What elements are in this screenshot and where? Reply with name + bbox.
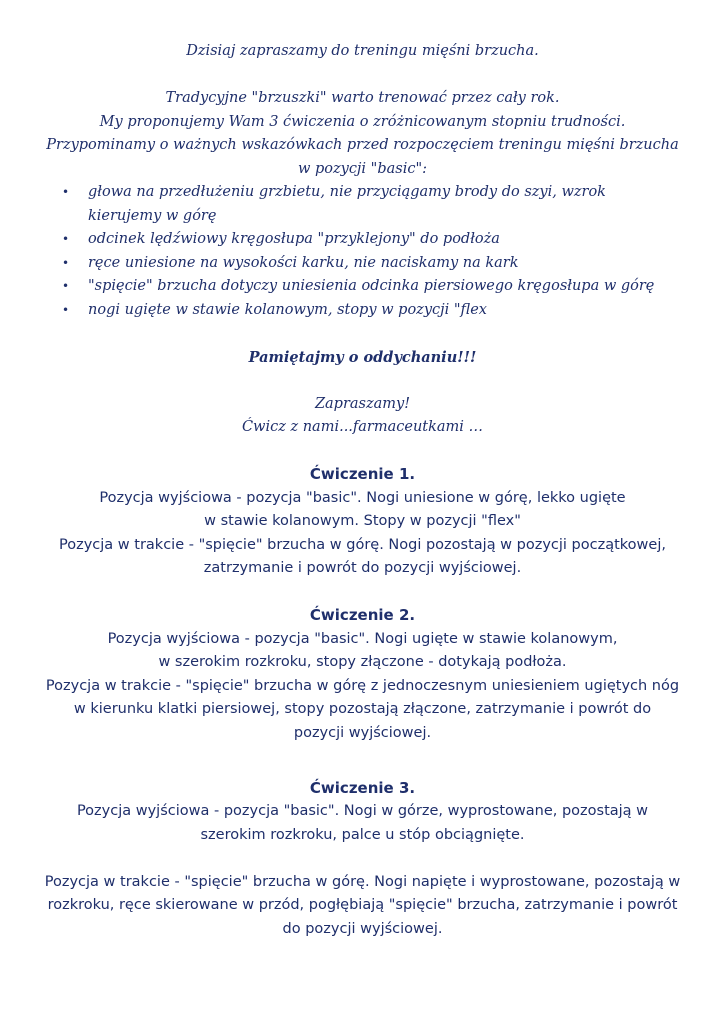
list-item xyxy=(44,275,681,299)
exercise-line: Pozycja w trakcie - "spięcie" brzucha w górę. Nogi pozostają w pozycji początkowej, xyxy=(59,536,666,553)
exercise-line: w kierunku klatki piersiowej, stopy pozostają złączone, zatrzymanie i powrót do xyxy=(73,701,652,717)
spacer xyxy=(44,64,681,88)
exercise-line: w stawie kolanowym. Stopy w pozycji "flex" xyxy=(204,513,521,529)
exercise-title: Ćwiczenie 2. xyxy=(309,606,416,624)
exercise-line: zatrzymanie i powrót do pozycji wyjściowej. xyxy=(203,560,522,576)
bullet-icon: • xyxy=(62,302,70,317)
tip-text: "spięcie" brzucha dotyczy uniesienia odcinka piersiowego kręgosłupa w górę xyxy=(88,278,655,294)
exercise-line: w szerokim rozkroku, stopy złączone - dotykają podłoża. xyxy=(158,654,567,670)
intro-line-3: My proponujemy Wam 3 ćwiczenia o zróżnicowanym stopniu trudności. Przypominamy o ważnych wskazówkach przed rozpoczęciem treningu mięśni brzucha w pozycji "basic": xyxy=(46,113,679,177)
exercise-line: Pozycja w trakcie - "spięcie" brzucha w górę z jednoczesnym uniesieniem ugiętych nóg xyxy=(45,677,680,694)
exercise-line: Pozycja w trakcie - "spięcie" brzucha w górę. Nogi napięte i wyprostowane, pozostają w xyxy=(44,873,681,890)
tips-list xyxy=(44,181,681,322)
tip-text: ręce uniesione na wysokości karku, nie naciskamy na kark xyxy=(88,254,519,271)
spacer xyxy=(44,440,681,464)
tip-text: odcinek lędźwiowy kręgosłupa "przyklejony" do podłoża xyxy=(88,231,500,247)
exercise-line: pozycji wyjściowej. xyxy=(293,724,432,741)
exercise-title: Ćwiczenie 3. xyxy=(309,778,416,797)
invite-line-1: Zapraszamy! xyxy=(314,395,411,412)
reminder-heading: Pamiętajmy o oddychaniu!!! xyxy=(248,348,477,366)
exercise-3 xyxy=(44,777,681,942)
intro-line-1: Dzisiaj zapraszamy do treningu mięśni brzucha. xyxy=(186,43,539,59)
intro-line-2: Tradycyjne "brzuszki" warto trenować przez cały rok. xyxy=(165,90,560,106)
exercise-title: Ćwiczenie 1. xyxy=(309,465,416,483)
exercise-line: Pozycja wyjściowa - pozycja "basic". Nogi ugięte w stawie kolanowym, xyxy=(107,630,618,647)
exercise-line: szerokim rozkroku, palce u stóp obciągnięte. xyxy=(200,826,525,843)
list-item xyxy=(44,228,681,252)
spacer xyxy=(44,745,681,769)
bullet-icon: • xyxy=(62,185,70,199)
exercise-line: do pozycji wyjściowej. xyxy=(282,920,443,937)
bullet-icon: • xyxy=(62,255,70,270)
exercise-line: rozkroku, ręce skierowane w przód, pogłębiają "spięcie" brzucha, zatrzymanie i powrót xyxy=(47,897,678,913)
spacer xyxy=(44,581,681,605)
spacer xyxy=(44,322,681,346)
tip-text: nogi ugięte w stawie kolanowym, stopy w pozycji "flex xyxy=(88,301,487,318)
exercise-2 xyxy=(44,604,681,745)
tip-text: głowa na przedłużeniu grzbietu, nie przyciągamy brody do szyi, wzrok kierujemy w górę xyxy=(88,184,606,224)
bullet-icon: • xyxy=(62,279,70,293)
list-item xyxy=(44,252,681,276)
list-item xyxy=(44,181,681,228)
list-item xyxy=(44,299,681,323)
exercise-line: Pozycja wyjściowa - pozycja "basic". Nogi uniesione w górę, lekko ugięte xyxy=(99,489,626,506)
spacer xyxy=(44,847,681,871)
exercise-1 xyxy=(44,463,681,581)
exercise-line: Pozycja wyjściowa - pozycja "basic". Nogi w górze, wyprostowane, pozostają w xyxy=(76,803,649,819)
spacer xyxy=(44,369,681,393)
spacer xyxy=(44,769,681,777)
invite-line-2: Ćwicz z nami...farmaceutkami … xyxy=(241,419,484,435)
bullet-icon: • xyxy=(62,232,70,246)
